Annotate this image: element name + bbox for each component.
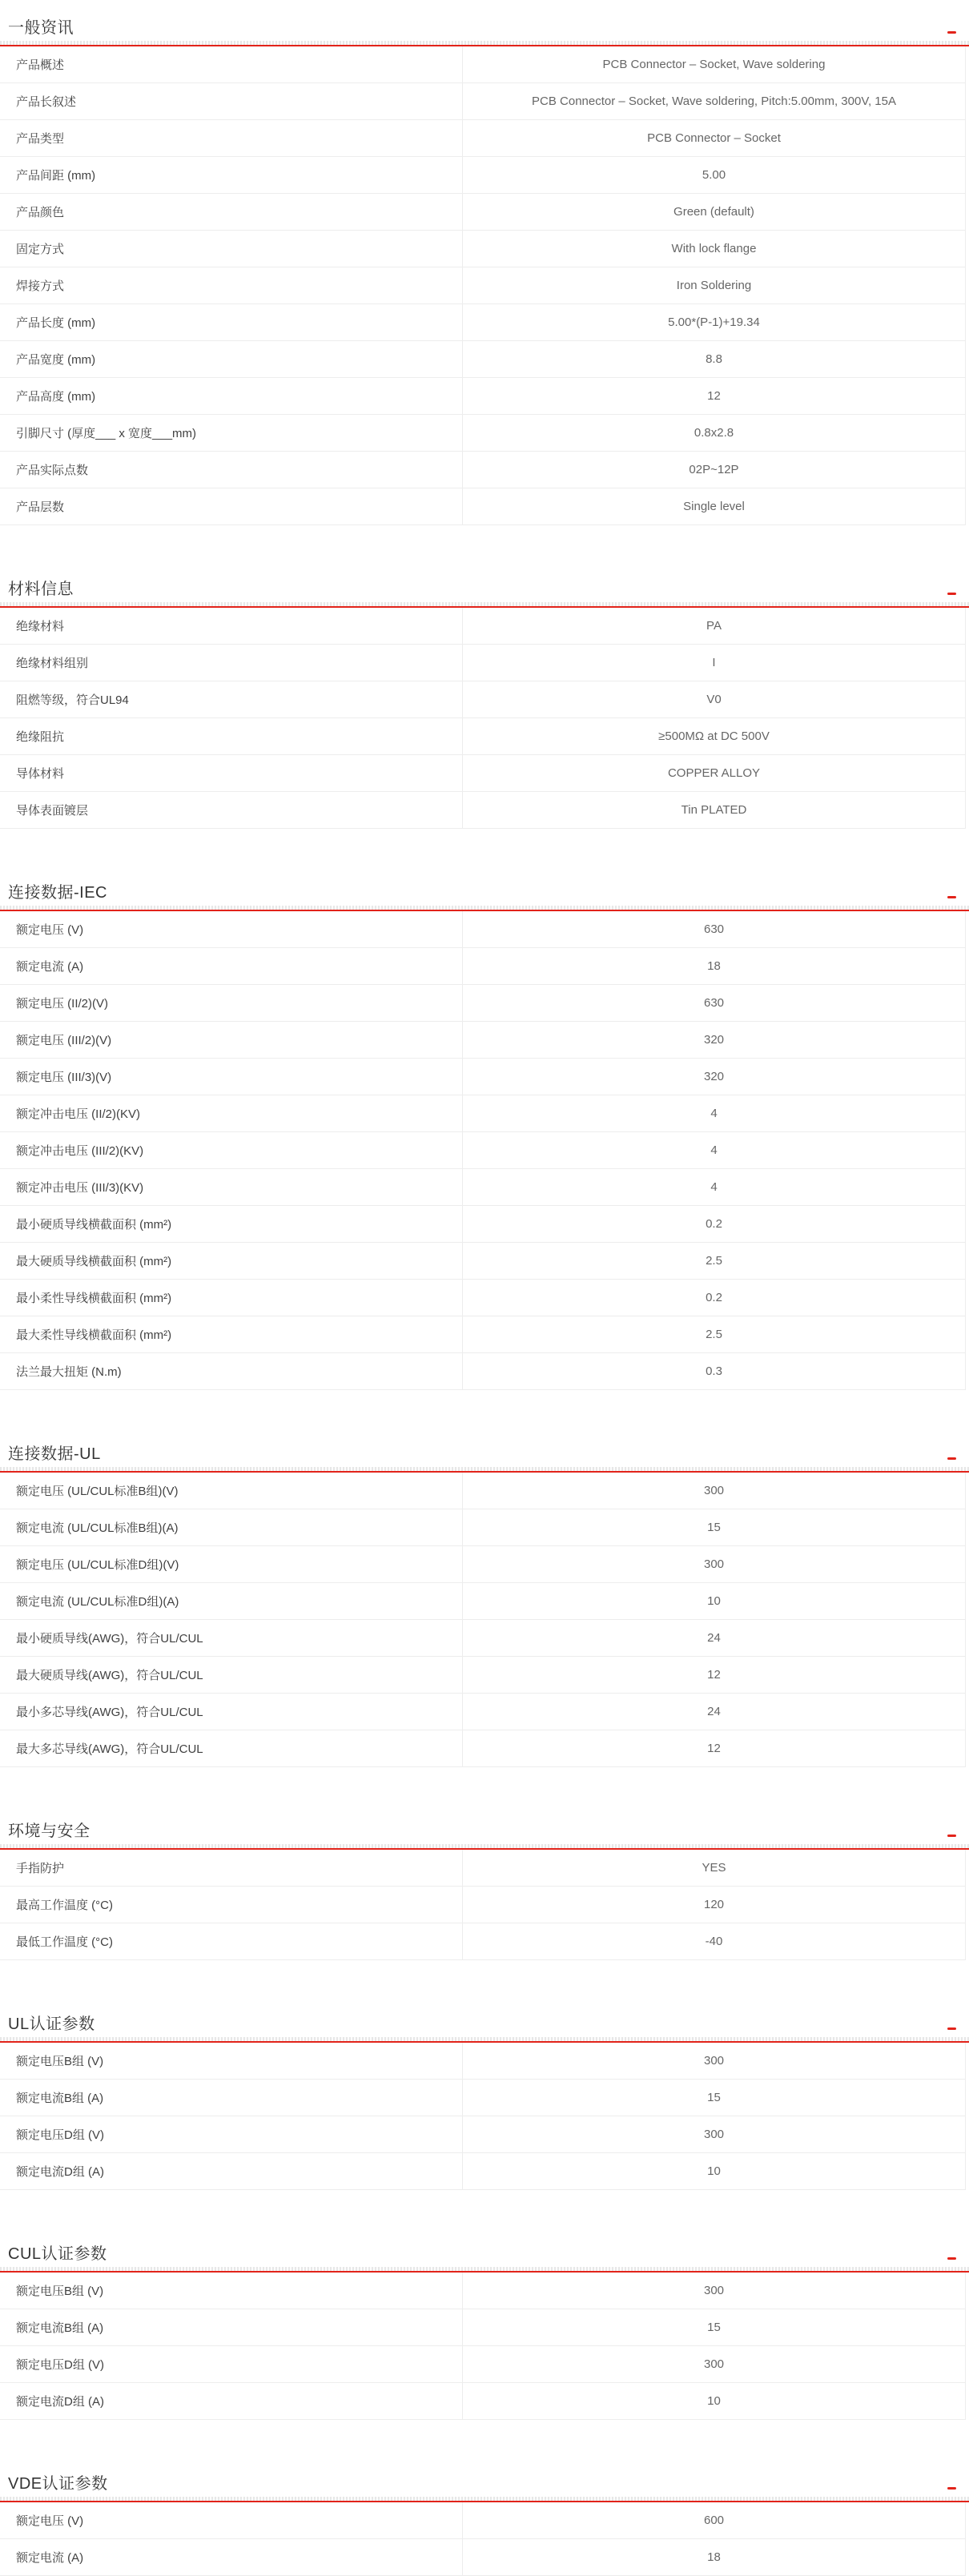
spec-row-value: 18 — [707, 959, 721, 973]
spec-row — [0, 157, 965, 194]
spec-row-value: V0 — [706, 693, 722, 706]
section-header — [0, 1814, 969, 1842]
collapse-section-button[interactable] — [947, 27, 956, 37]
spec-row-value: 12 — [707, 1668, 721, 1682]
spec-row — [0, 1316, 965, 1353]
spec-row-label: 额定电压 (UL/CUL标准B组)(V) — [0, 1473, 463, 1509]
spec-row-label: 法兰最大扭矩 (N.m) — [0, 1353, 463, 1389]
spec-row-value: Green (default) — [673, 205, 754, 219]
spec-row-label: 阻燃等级，符合UL94 — [0, 681, 463, 717]
spec-row — [0, 1546, 965, 1583]
spec-row — [0, 1022, 965, 1059]
spec-row — [0, 2502, 965, 2539]
spec-row-value: 300 — [703, 1484, 725, 1497]
spec-row-value: 630 — [703, 996, 725, 1010]
spec-row-value: 0.3 — [706, 1364, 722, 1378]
spec-table — [0, 46, 966, 525]
collapse-section-button[interactable] — [947, 1831, 956, 1840]
spec-row-label: 产品宽度 (mm) — [0, 341, 463, 377]
spec-table — [0, 2502, 966, 2576]
spec-row-value: 320 — [703, 1070, 725, 1083]
spec-row-label: 导体表面镀层 — [0, 792, 463, 828]
spec-row — [0, 1850, 965, 1887]
spec-row-label: 额定冲击电压 (III/3)(KV) — [0, 1169, 463, 1205]
spec-row — [0, 452, 965, 488]
spec-row-value: 0.2 — [706, 1217, 722, 1231]
spec-row-label: 额定电压 (III/2)(V) — [0, 1022, 463, 1058]
spec-row — [0, 1353, 965, 1390]
spec-row — [0, 2539, 965, 2576]
spec-row — [0, 304, 965, 341]
spec-row — [0, 341, 965, 378]
spec-row-label: 产品高度 (mm) — [0, 378, 463, 414]
collapse-section-button[interactable] — [947, 892, 956, 902]
spec-section — [0, 573, 969, 829]
spec-row-value: COPPER ALLOY — [667, 766, 761, 780]
spec-row-value: 300 — [703, 2284, 725, 2297]
spec-row — [0, 718, 965, 755]
spec-row-value: I — [712, 656, 716, 669]
spec-row — [0, 194, 965, 231]
spec-row — [0, 755, 965, 792]
spec-row-label: 产品层数 — [0, 488, 463, 524]
spec-row-value: ≥500MΩ at DC 500V — [658, 729, 770, 743]
spec-row-value: 0.2 — [706, 1291, 722, 1304]
spec-row-value: 10 — [707, 1594, 721, 1608]
spec-row-value: 630 — [703, 922, 725, 936]
spec-row-value: 15 — [707, 1521, 721, 1534]
spec-row-label: 额定电压 (III/3)(V) — [0, 1059, 463, 1095]
spec-row — [0, 985, 965, 1022]
collapse-section-button[interactable] — [947, 2023, 956, 2033]
spec-row — [0, 1694, 965, 1730]
spec-row — [0, 231, 965, 267]
spec-row — [0, 1730, 965, 1767]
section-header — [0, 2237, 969, 2265]
spec-section — [0, 2467, 969, 2576]
spec-row — [0, 415, 965, 452]
spec-row — [0, 2273, 965, 2309]
spec-row-label: 导体材料 — [0, 755, 463, 791]
spec-row-label: 额定冲击电压 (II/2)(KV) — [0, 1095, 463, 1131]
spec-row-value: 5.00 — [702, 168, 726, 182]
spec-row-value: 02P~12P — [689, 463, 739, 476]
spec-row-label: 引脚尺寸 (厚度___ x 宽度___mm) — [0, 415, 463, 451]
section-title: CUL认证参数 — [8, 2245, 107, 2263]
spec-row-label: 额定电压D组 (V) — [0, 2116, 463, 2152]
section-title: UL认证参数 — [8, 2015, 95, 2033]
spec-row — [0, 83, 965, 120]
spec-row-value: 12 — [707, 389, 721, 403]
spec-row-label: 最大多芯导线(AWG)，符合UL/CUL — [0, 1730, 463, 1766]
spec-row — [0, 1059, 965, 1095]
spec-row-value: 2.5 — [706, 1328, 722, 1341]
spec-row — [0, 2153, 965, 2190]
spec-row-label: 额定电压 (II/2)(V) — [0, 985, 463, 1021]
section-rule-divider — [0, 2037, 969, 2043]
section-header — [0, 573, 969, 600]
spec-row — [0, 1095, 965, 1132]
spec-row-label: 产品类型 — [0, 120, 463, 156]
spec-section — [0, 2007, 969, 2190]
spec-row-label: 额定电压 (V) — [0, 2502, 463, 2538]
spec-row-label: 额定电流 (A) — [0, 2539, 463, 2575]
spec-row — [0, 1243, 965, 1280]
spec-row-value: 300 — [703, 2128, 725, 2141]
spec-row-label: 最大柔性导线横截面积 (mm²) — [0, 1316, 463, 1352]
spec-section — [0, 11, 969, 525]
spec-row-value: 5.00*(P-1)+19.34 — [668, 315, 760, 329]
spec-row-value: Tin PLATED — [681, 803, 747, 817]
spec-row-label: 额定电流 (UL/CUL标准D组)(A) — [0, 1583, 463, 1619]
section-title: 环境与安全 — [8, 1822, 90, 1840]
spec-section — [0, 1814, 969, 1960]
spec-row — [0, 1132, 965, 1169]
spec-row — [0, 488, 965, 525]
spec-row — [0, 2383, 965, 2420]
minus-icon — [947, 2027, 956, 2030]
section-header — [0, 876, 969, 903]
spec-row-value: PCB Connector – Socket, Wave soldering, Pitch:5.00mm, 300V, 15A — [532, 94, 896, 108]
spec-row-value: 2.5 — [706, 1254, 722, 1268]
spec-row-label: 额定电流 (UL/CUL标准B组)(A) — [0, 1509, 463, 1545]
spec-row-label: 最小柔性导线横截面积 (mm²) — [0, 1280, 463, 1316]
spec-row — [0, 1206, 965, 1243]
spec-row — [0, 1509, 965, 1546]
spec-row-value: 12 — [707, 1742, 721, 1755]
spec-row-label: 最大硬质导线横截面积 (mm²) — [0, 1243, 463, 1279]
spec-row — [0, 2043, 965, 2080]
spec-table — [0, 1473, 966, 1767]
spec-row-value: PA — [706, 619, 722, 633]
spec-row-label: 最低工作温度 (°C) — [0, 1923, 463, 1959]
spec-row-label: 绝缘材料 — [0, 608, 463, 644]
spec-row — [0, 1169, 965, 1206]
spec-row-value: YES — [702, 1861, 726, 1875]
spec-row — [0, 2116, 965, 2153]
spec-row-label: 手指防护 — [0, 1850, 463, 1886]
spec-row — [0, 645, 965, 681]
spec-row-label: 产品颜色 — [0, 194, 463, 230]
spec-row-value: 10 — [707, 2394, 721, 2408]
spec-row — [0, 608, 965, 645]
section-title: 材料信息 — [8, 581, 74, 598]
spec-row-value: 0.8x2.8 — [694, 426, 734, 440]
spec-row-label: 焊接方式 — [0, 267, 463, 303]
spec-row-value: 15 — [707, 2091, 721, 2104]
section-rule-divider — [0, 602, 969, 608]
spec-row-value: 600 — [703, 2514, 725, 2527]
spec-table — [0, 911, 966, 1390]
spec-row-value: 10 — [707, 2164, 721, 2178]
spec-row-value: With lock flange — [671, 242, 757, 255]
spec-section — [0, 2237, 969, 2420]
spec-row — [0, 948, 965, 985]
spec-row-label: 额定电压 (UL/CUL标准D组)(V) — [0, 1546, 463, 1582]
spec-row-value: 320 — [703, 1033, 725, 1047]
section-rule-divider — [0, 1844, 969, 1850]
spec-row-value: 8.8 — [706, 352, 722, 366]
spec-row-value: 300 — [703, 2357, 725, 2371]
spec-table — [0, 1850, 966, 1960]
spec-row-label: 产品概述 — [0, 46, 463, 82]
spec-row-label: 额定电流D组 (A) — [0, 2153, 463, 2189]
spec-row-label: 额定电流 (A) — [0, 948, 463, 984]
spec-row — [0, 911, 965, 948]
minus-icon — [947, 2487, 956, 2490]
spec-row-label: 固定方式 — [0, 231, 463, 267]
spec-row — [0, 681, 965, 718]
spec-row-label: 产品长度 (mm) — [0, 304, 463, 340]
spec-row-value: 300 — [703, 1557, 725, 1571]
spec-row — [0, 1620, 965, 1657]
spec-row-label: 产品实际点数 — [0, 452, 463, 488]
spec-row-value: 4 — [710, 1143, 718, 1157]
spec-row-label: 额定电流B组 (A) — [0, 2080, 463, 2116]
spec-section — [0, 1437, 969, 1767]
spec-row-label: 额定电流B组 (A) — [0, 2309, 463, 2345]
minus-icon — [947, 2257, 956, 2260]
spec-row-label: 绝缘阻抗 — [0, 718, 463, 754]
section-header — [0, 2467, 969, 2494]
section-header — [0, 1437, 969, 1465]
section-title: 一般资讯 — [8, 19, 74, 37]
spec-row-label: 额定电压B组 (V) — [0, 2043, 463, 2079]
spec-row — [0, 378, 965, 415]
spec-row-label: 最小硬质导线横截面积 (mm²) — [0, 1206, 463, 1242]
spec-row-value: 18 — [707, 2550, 721, 2564]
section-rule-divider — [0, 906, 969, 911]
section-header — [0, 2007, 969, 2035]
minus-icon — [947, 593, 956, 595]
section-rule-divider — [0, 1467, 969, 1473]
section-rule-divider — [0, 2267, 969, 2273]
spec-table — [0, 608, 966, 829]
spec-row — [0, 2080, 965, 2116]
section-rule-divider — [0, 41, 969, 46]
section-rule-divider — [0, 2497, 969, 2502]
spec-row — [0, 1887, 965, 1923]
section-title: VDE认证参数 — [8, 2475, 108, 2493]
spec-row-label: 最大硬质导线(AWG)，符合UL/CUL — [0, 1657, 463, 1693]
spec-row — [0, 2346, 965, 2383]
section-title: 连接数据-IEC — [8, 884, 107, 902]
spec-row-label: 额定冲击电压 (III/2)(KV) — [0, 1132, 463, 1168]
spec-row-value: PCB Connector – Socket, Wave soldering — [602, 58, 826, 71]
spec-row — [0, 1657, 965, 1694]
spec-row — [0, 2309, 965, 2346]
spec-row-value: Single level — [683, 500, 745, 513]
spec-row-value: -40 — [705, 1935, 723, 1948]
spec-row-value: 120 — [703, 1898, 725, 1911]
spec-table — [0, 2273, 966, 2420]
spec-row-value: 4 — [710, 1107, 718, 1120]
spec-row-label: 最小多芯导线(AWG)，符合UL/CUL — [0, 1694, 463, 1730]
spec-row-value: 300 — [703, 2054, 725, 2068]
spec-row-label: 额定电压 (V) — [0, 911, 463, 947]
spec-row-value: 4 — [710, 1180, 718, 1194]
collapse-section-button[interactable] — [947, 1453, 956, 1463]
spec-row — [0, 120, 965, 157]
collapse-section-button[interactable] — [947, 589, 956, 598]
minus-icon — [947, 31, 956, 34]
spec-row-value: PCB Connector – Socket — [647, 131, 781, 145]
spec-section — [0, 876, 969, 1390]
spec-row — [0, 792, 965, 829]
spec-row — [0, 46, 965, 83]
spec-row — [0, 1583, 965, 1620]
minus-icon — [947, 1457, 956, 1460]
spec-row-label: 额定电流D组 (A) — [0, 2383, 463, 2419]
spec-table — [0, 2043, 966, 2190]
spec-row-label: 最小硬质导线(AWG)，符合UL/CUL — [0, 1620, 463, 1656]
spec-row — [0, 1923, 965, 1960]
spec-row-label: 额定电压B组 (V) — [0, 2273, 463, 2309]
spec-row-value: 24 — [707, 1631, 721, 1645]
spec-row — [0, 1280, 965, 1316]
collapse-section-button[interactable] — [947, 2483, 956, 2493]
spec-row-value: 24 — [707, 1705, 721, 1718]
spec-row-label: 产品长叙述 — [0, 83, 463, 119]
spec-row-value: 15 — [707, 2321, 721, 2334]
section-header — [0, 11, 969, 38]
spec-row-value: Iron Soldering — [676, 279, 752, 292]
spec-row — [0, 1473, 965, 1509]
spec-row-label: 额定电压D组 (V) — [0, 2346, 463, 2382]
minus-icon — [947, 1835, 956, 1837]
spec-row-label: 绝缘材料组别 — [0, 645, 463, 681]
collapse-section-button[interactable] — [947, 2253, 956, 2263]
spec-row — [0, 267, 965, 304]
section-title: 连接数据-UL — [8, 1445, 101, 1463]
spec-row-label: 产品间距 (mm) — [0, 157, 463, 193]
spec-row-label: 最高工作温度 (°C) — [0, 1887, 463, 1923]
minus-icon — [947, 896, 956, 898]
